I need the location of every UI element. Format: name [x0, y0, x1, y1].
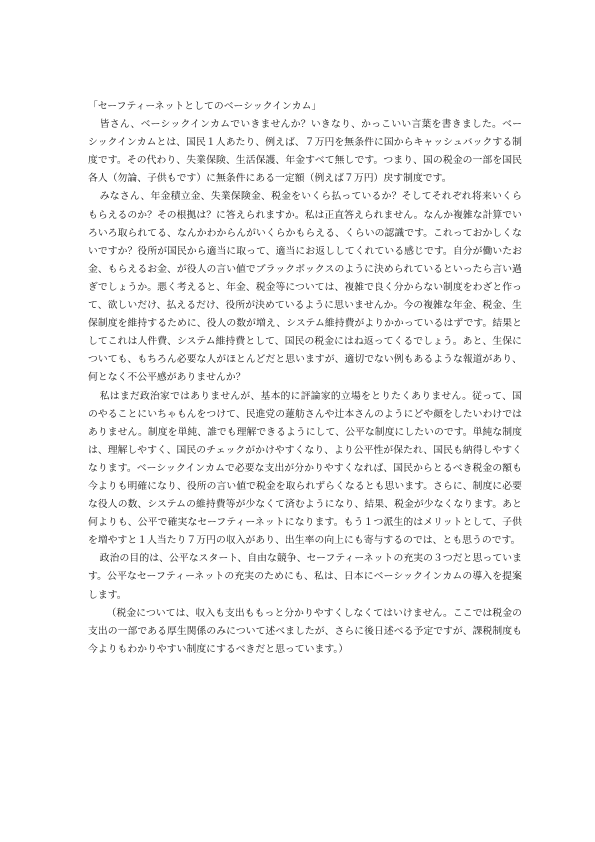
document-title: 「セーフティーネットとしてのベーシックインカム」: [88, 101, 322, 112]
tax-note: （税金については、収入も支出ももっと分かりやすくしなくてはいけません。ここでは税金の支出の一部である厚生関係のみについて述べましたが、さらに後日述べる予定ですが、課税制度も今よりもわかりやすい制度にするべきだと思っています。）: [88, 607, 522, 655]
document-body: [88, 98, 522, 659]
paragraph-2: みなさん、年金積立金、失業保険金、税金をいくら払っているか？そしてそれぞれ将来いくらもらえるのか？その根拠は？に答えられますか。私は正直答えられません。なんか複雑な計算でいろいろ取られてる、なんかわからんがいくらかもらえる、くらいの認識です。これっておかしくないですか？役所が国民から適当に取って、適当にお返ししてくれている感じです。自分が働いたお金、もらえるお金、が役人の言い値でブラックボックスのように決められているといったら言い過ぎでしょうか。悪く考えると、年金、税金等については、複雑で良く分からない制度をわざと作って、欲しいだけ、払えるだけ、役所が決めているように思いませんか。今の複雑な年金、税金、生保制度を維持するために、役人の数が増え、システム維持費がよりかかっているはずです。結果としてこれは人件費、システム維持費として、国民の税金にはね返ってくるでしょう。あと、生保についても、もちろん必要な人がほとんどだと思いますが、適切でない例もあるような報道があり、何となく不公平感がありませんか？: [88, 191, 522, 384]
paragraph-4: 政治の目的は、公平なスタート、自由な競争、セーフティーネットの充実の３つだと思っています。公平なセーフティーネットの充実のためにも、私は、日本にベーシックインカムの導入を提案します。: [88, 553, 522, 601]
paragraph-3: 私はまだ政治家ではありませんが、基本的に評論家的立場をとりたくありません。従って、国のやることにいちゃもんをつけて、民進党の蓮舫さんや辻本さんのようにどや顔をしたいわけではありません。制度を単純、誰でも理解できるようにして、公平な制度にしたいのです。単純な制度は、理解しやすく、国民のチェックがかけやすくなり、より公平性が保たれ、国民も納得しやすくなります。ベーシックインカムで必要な支出が分かりやすくなれば、国民からとるべき税金の額も今よりも明確になり、役所の言い値で税金を取られずらくなるとも思います。さらに、制度に必要な役人の数、システムの維持費等が少なくて済むようになり、結果、税金が少なくなります。あと何よりも、公平で確実なセーフティーネットになります。もう１つ派生的はメリットとして、子供を増やすと１人当たり７万円の収入があり、出生率の向上にも寄与するのでは、とも思うのです。: [88, 390, 522, 547]
paragraph-1: 皆さん、ベーシックインカムでいきませんか？いきなり、かっこいい言葉を書きました。ベーシックインカムとは、国民１人あたり、例えば、７万円を無条件に国からキャッシュバックする制度です。その代わり、失業保険、生活保護、年金すべて無しです。つまり、国の税金の一部を国民各人（勿論、子供もです）に無条件にある一定額（例えば７万円）戻す制度です。: [88, 119, 522, 185]
